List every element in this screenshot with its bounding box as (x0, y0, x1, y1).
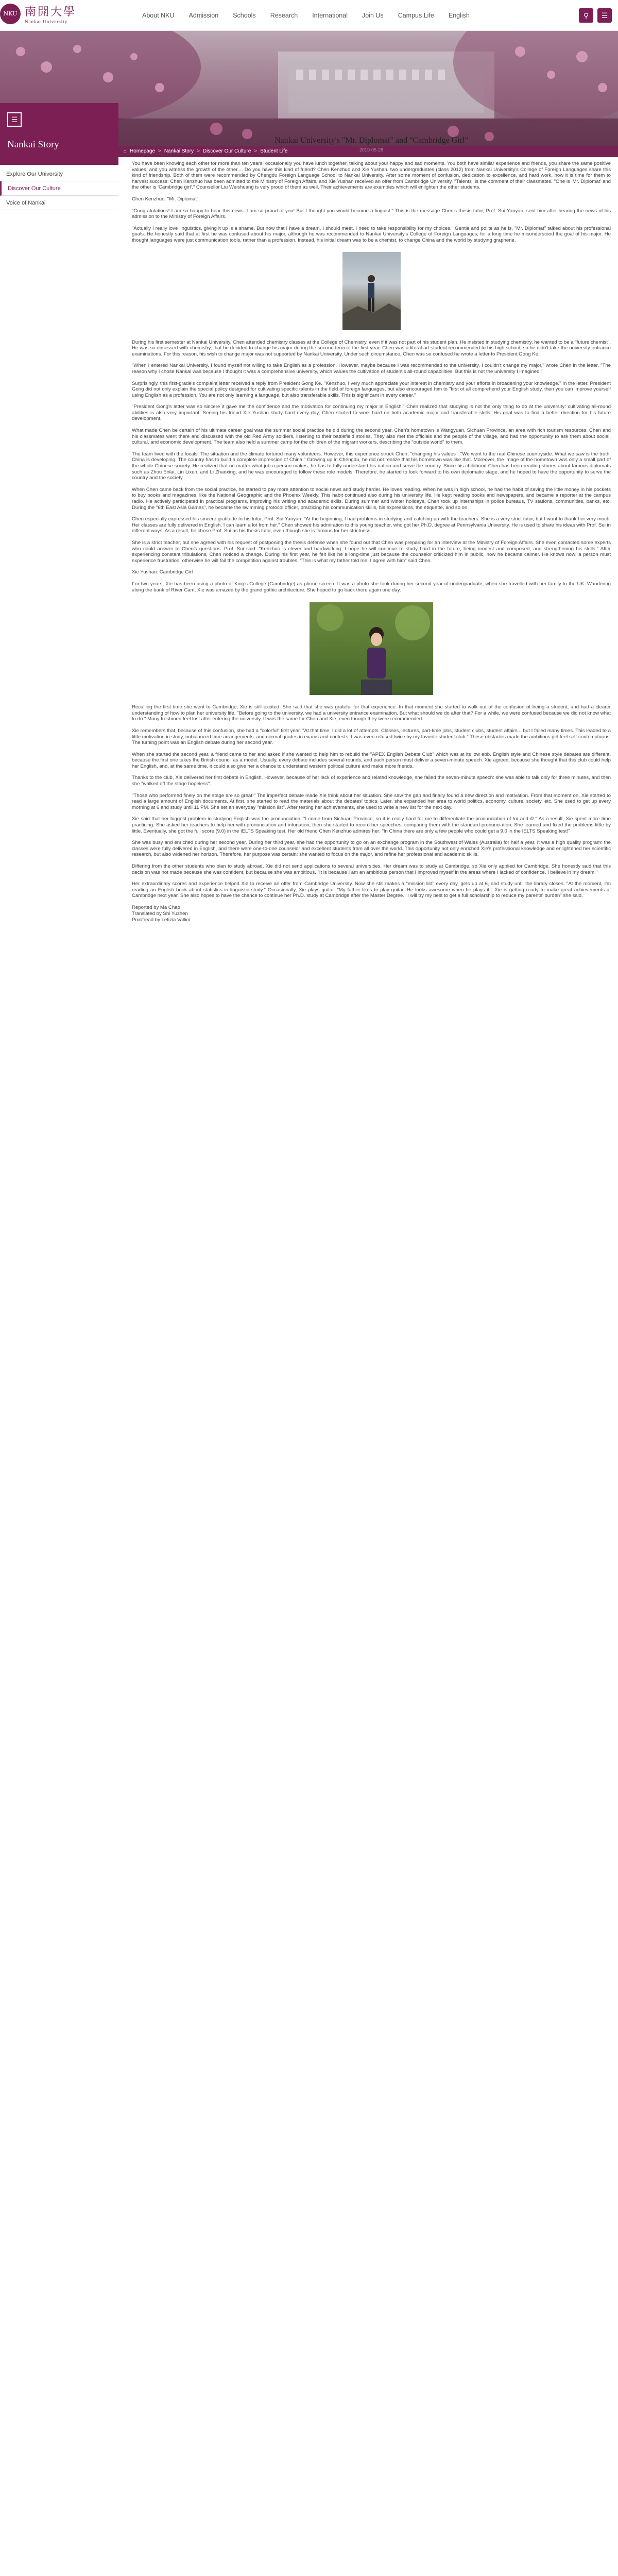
logo[interactable] (0, 3, 76, 24)
article-paragraph: What made Chen be certain of his ultimate career goal was the summer social practice he did during the second year. Chen's hometown is Wangyuan, Sichuan Province, an area with rich tourism resources. Chen and his classmates went there and discussed with the old Red Army soldiers, listening to their battlefield stories. They also met the officials and the people of the village, and had the opportunity to ask them about social, cultural, and economic development. The team also held a summer camp for the children of the migrant workers, describing the "outside world" to them. (132, 428, 611, 446)
article-paragraph: "When I entered Nankai University, I found myself not willing to take English as a profession. However, maybe because I was recommended to the university, I couldn't change my major," wrote Chen in the letter. "The reason why I chose Nankai was because I thought it was a comprehensive university, which values the cultivation of student's all-round capabilities. But this is not the university I imagined." (132, 363, 611, 375)
article-body-part-c (132, 704, 611, 899)
nav-schools[interactable]: Schools (233, 12, 256, 19)
article-paragraph: Her extraordinary scores and experience helped Xie to receive an offer from Cambridge University. Now she still makes a "mission list" every day, gets up at 6, and study until the library closes. "At the moment, I'm reading an English book about statistics in linguistic study." Occasionally, Xie plays guitar. "My father likes to play guitar. He looks awesome when he plays it." Xie is getting ready to make great achievements at Cambridge next year. She also hopes to have the chance to continue her Ph.D. study at Cambridge after the Master Degree. "I will try my best to get a full scholarship to reduce my parents' burden" she said. (132, 881, 611, 899)
nav-english[interactable]: English (448, 12, 470, 19)
nav-admission[interactable]: Admission (188, 12, 219, 19)
main-nav (135, 0, 477, 31)
article-paragraph: Xie said that her biggest problem in studying English was the pronunciation. "I come from Sichuan Province, so it is really hard for me to differentiate the pronunciation of /n/ and /l/." As a result, Xie spent more time practicing. She asked her teachers to help her with pronunciation and intonation, then she started to record her speeches, comparing them with the standard pronunciation. She learned and fixed the problems little by little. Eventually, she got the full score (9.0) in the IELTS Speaking test. Her old friend Chen Kenzhuo admires her: "In China there are only a few people who could get a 9.0 in the IELTS Speaking test!" (132, 816, 611, 834)
nav-research[interactable]: Research (270, 12, 298, 19)
person-photo-illustration (310, 602, 433, 695)
article-paragraph: She was busy and enriched during her second year. During her third year, she had the opportunity to go on an exchange program in the Southwest of Wales (Australia) for half a year. It was a high quality program: the classes were fully delivered in English, and there were one-to-one counselor and excellent students from all over the world. This opportunity not only enriched Xie's professional knowledge and enlightened her scientific research, but also widened her horizon. Therefore, her purpose was certain: she wanted to focus on the major, and refine her professional and academic skills. (132, 840, 611, 858)
article-paragraph: She is a strict teacher, but she agreed with his request of postponing the thesis defense when she found out that Chen was preparing for an interview at the Ministry of Foreign Affairs. She even contacted some experts who could answer to Chen's questions. Prof. Sui said: "Kenzhuo is clever and hardworking. I hope he will continue to study hard in the future, being modest and composed, and strengthening his skills." After experiencing constant tribulations, Chen noticed a change. During his first year, he felt like he a long-time just because the counselor criticized him in public, now he became calmer. He knows now: a person must experience frustration, otherwise he will fail the competition against troubles. "This is what my father told me. I agree with him" said Chen. (132, 539, 611, 564)
sidebar-item-culture[interactable]: Discover Our Culture (0, 181, 118, 196)
article-paragraph: Differing from the other students who plan to study abroad, Xie did not send applications to several universities. Her dream was to study at Cambridge, so Xie only applied for Cambridge. She honestly said that this decision was not made because she was confident, but because she was ambitious. "It is because I am an ambitious person that I improved myself in the areas where I lacked of confidence. I believe in my dream." (132, 863, 611, 875)
article-paragraph: "Those who performed finely on the stage are so great!" The imperfect debate made Xie think about her situation. She saw the gap and finally found a new direction and motivation. From that moment on, Xie started to read a large amount of English documents. At first, she started to read the materials about the debates' topics. Later, she expanded her area to world politics, economy, culture, society, etc. She used to get up every morning at 6 and study until 11 PM. She set an everyday "mission list". After testing her achievements, she used to write a new list for the next day. (132, 792, 611, 810)
article-paragraph: For two years, Xie has been using a photo of King's College (Cambridge) as phone screen. It was a photo she took during her second year of undergraduate, when she travelled with her family to the UK. Wandering along the bank of River Cam, Xie was amazed by the grand gothic architecture. She hoped to go back there again one day. (132, 581, 611, 593)
photo-xie-yushan (310, 602, 433, 695)
breadcrumb-item[interactable]: Homepage (130, 148, 155, 154)
nav-international[interactable]: International (312, 12, 348, 19)
sidebar-menu (0, 167, 118, 210)
logo-english: Nankai University (25, 19, 68, 24)
article-paragraph: "Congratulations! I am so happy to hear this news. I am so proud of you! But I thought you would become a linguist." This is the message Chen's thesis tutor, Prof. Sui Yanyan, sent him after hearing the news of his admission to the Ministry of Foreign Affairs. (132, 208, 611, 220)
article-credits (132, 905, 611, 923)
person-photo-illustration (342, 252, 401, 330)
credit-translator: Translated by Shi Yuzhen (132, 910, 188, 917)
article-body-part-a (132, 161, 611, 244)
article-paragraph: "Actually I really love linguistics, giving it up is a shame. But now that I have a dream, I should meet. I need to take responsibility for my choices." Gentle and polite as he is, "Mr. Diplomat" talked about his professional goals. He honestly said that at first he was confused about his major, although he was recommended to Nankai University's College of Foreign Languages; for a long time he misunderstood the goal of his major. He thought languages were just communication tools, rather than a profession. Instead, his initial dream was to be a chemist, to change China and the world by studying graphene. (132, 225, 611, 243)
sidebar-item-explore[interactable]: Explore Our University (0, 167, 118, 181)
logo-text (25, 3, 76, 24)
article-paragraph: When she started the second year, a friend came to her and asked if she wanted to help him to rebuild the "APEX English Debate Club" which was at its low ebb. English style and Chinese style debates are different, because the first one takes the British council as a model. Usually, every debate includes several rounds, and each person must deliver a seven-minute speech. Xie agreed, because she thought that this club could help her English, and, at the same time, it could also give her a chance to understand western political culture and make more friends. (132, 751, 611, 769)
breadcrumb-separator: > (197, 148, 200, 154)
logo-chinese: 南開大學 (25, 6, 77, 19)
logo-seal-icon: NKU (0, 4, 21, 24)
article-title: Nankai University's "Mr. Diplomat" and "Cambridge Girl" (274, 136, 469, 145)
article-paragraph: Surprisingly, this first-grade's complaint letter received a reply from President Gong Ke. "Kenzhuo, I very much appreciate your interest in chemistry and your efforts in broadening your knowledge." In the letter, President Gong did not only explain the special policy designed for cultivating specific talents in the field of foreign languages, but also encouraged him to "first of all comprehend your English study, then you can improve yourself using English as a profession. You are not only learning a language, but also transferable skills. This is significant in every career." (132, 380, 611, 398)
article-paragraph: "President Gong's letter was so sincere it gave me the confidence and the motivation for continuing my major in English." Chen realized that studying is not the only thing to do at the university: cultivating all-round abilities is also very important. Seeing his friend Xie Yushan study hard every day, Chen started to work hard on both academic major and transferable skills. His goal was to find a better direction for his future development. (132, 404, 611, 422)
nav-campus-life[interactable]: Campus Life (398, 12, 434, 19)
article-paragraph: Xie Yushan: Cambridge Girl (132, 569, 193, 575)
article-paragraph: Thanks to the club, Xie delivered her first debate in English. However, because of her lack of experience and related knowledge, she failed the seven-minute speech: she was able to talk only for three minutes, and then she "walked off the stage hopeless". (132, 775, 611, 787)
home-icon[interactable]: ⌂ (124, 148, 127, 154)
book-icon: ☰ (7, 112, 22, 127)
article-paragraph: Xie remembers that, because of this confusion, she had a "colorful" first year. "At that time, I did a lot of attempts. Classes, lectures, part-time jobs, student clubs, student affairs... but I failed many times. This leaded to a little motivation in study, unbalanced time arrangements, and normal grades in exams and contests. I was even refused twice by my favorite student club." These obstacles made the ambitious girl feel self-contemptuous. The turning point was an English debate during her second year. (132, 727, 611, 746)
sidebar-title: Nankai Story (7, 139, 59, 150)
breadcrumb-item[interactable]: Nankai Story (164, 148, 194, 154)
article-paragraph: You have been knowing each other for more than ten years, occasionally you have lunch together, talking about your happy and sad moments. You both have similar experience and friends, you share the same positive values, and you witness the growth of the other.... Do you have this kind of friend? Chen Kenzhuo and Xie Yushan, two undergraduates (class 2012) from Nankai University's College of Foreign Languages share this kind of friendship. Both of them were recommended by Chengdu Foreign Language School to Nankai University. After some moment of confusion, dedication to excellence, and hard work, now it is time for them to harvest success: Chen Kenzhuo has been admitted to the Ministry of Foreign Affairs, and Xie Yushan received an offer from Cambridge University. "Talents" is the comment of their classmates. "One is 'Mr. Diplomat' and the other is 'Cambridge girl'." Counsellor Liu Weishuang is very proud of them as well. Their achievements are examples which will enlighten the other students. (132, 161, 611, 191)
header-tools (579, 8, 612, 23)
breadcrumb-item[interactable]: Student Life (260, 148, 288, 154)
sidebar-item-voice[interactable]: Voice of Nankai (0, 196, 118, 210)
article-paragraph: Recalling the first time she went to Cambridge, Xie is still excited. She said that she was grateful for that experience. In that moment she started to walk out of the confusion of being a student, and had a clearer understanding of how to plan her university life. "Before going to the university, we had a university entrance examination. But what should we do after that? For a while, we were confused because we did not know what to do." Many freshmen feel lost after entering the university. It was the same for Chen and Xie, even though they were recommended. (132, 704, 611, 722)
photo-chen-kenzhuo (342, 252, 401, 330)
menu-icon[interactable]: ☰ (597, 8, 612, 23)
breadcrumb-separator: > (254, 148, 258, 154)
article-paragraph: During his first semester at Nankai University, Chen attended chemistry classes at the College of Chemistry, even if it was not part of his student plan. He insisted in studying chemistry, he wanted to be a "future chemist". He was so obsessed with chemistry, that he decided to change his major during the second term of the first year. Chen was a literal art student recommended to his high school, so he didn't take the university entrance examinations. For this reason, his wish to change major was not supported by Nankai University. Under such circumstance, Chen was so confused he wrote a letter to President Gong Ke. (132, 339, 611, 357)
credit-proofreader: Proofread by Letizia Vallini (132, 917, 190, 923)
article (132, 136, 611, 923)
article-body-part-b (132, 340, 611, 594)
article-paragraph: Chen especially expressed his sincere gratitude to his tutor, Prof. Sui Yanyan. "At the beginning, I had problems in studying and catching up with the teachers. She is a very strict tutor, but I want to thank her very much. Her classes are fully delivered in English. I can learn a lot from her." Chen showed his admiration to this young teacher, who got her Ph.D. degree at Pennsylvania University. He is used to share his ideas with Prof. Sui in different ways. As a result, he chose Prof. Sui as his thesis tutor, even though she is famous for her strictness. (132, 516, 611, 534)
article-paragraph: The team lived with the locals. The situation and the climate tortured many volunteers. However, this experience struck Chen, "changing his values". "We went to the real Chinese countryside. What we saw is the truth. China is developing. The country has to build a complete impression of China." Growing up in Chengdu, he did not realize that his hometown was like that. Moreover, the image of the hometown was only a small part of the whole Chinese society. He realized that no matter what job a person makes, he has to fully understand his nation and serve the country. Since his childhood Chen has been reading stories about famous diplomats such as Zhou Enlai, Lin Lixun, and Li Zhaoxing, and he was encouraged to follow these role models. Therefore, he started to look forward to his own diplomatic stage, and he hoped to have the opportunity to serve the country and the society. (132, 451, 611, 481)
article-paragraph: When Chen came back from the social practice, he started to pay more attention to social news and study harder. He loves reading. When he was in high school, he had the habit of saving the little money in his pockets to buy books and magazines, like the National Geographic and the Phoenix Weekly. This habit continued also during his university life. He kept reading books and newspapers, and became a reporter at the campus radio. He actively participated in practical programs, improving his writing and academic skills. During summer and winter holidays, Chen took up internships in police bureaus, TV stations, communities, banks, etc. During the "6th East Asia Games", he became the swimming protocol officer, practicing his communication skills, his expressions, the etiquette, and so on. (132, 486, 611, 511)
breadcrumb-item[interactable]: Discover Our Culture (202, 148, 251, 154)
header (0, 0, 618, 31)
search-icon[interactable]: ⚲ (579, 8, 593, 23)
credit-reporter: Reported by Ma Chao (132, 904, 180, 910)
article-paragraph: Chen Kenzhuo: "Mr. Diplomat" (132, 196, 199, 202)
nav-join-us[interactable]: Join Us (362, 12, 384, 19)
article-date: 2019-05-28 (359, 147, 384, 152)
sidebar-title-block (0, 103, 118, 165)
nav-about[interactable]: About NKU (142, 12, 175, 19)
breadcrumb-separator: > (158, 148, 161, 154)
